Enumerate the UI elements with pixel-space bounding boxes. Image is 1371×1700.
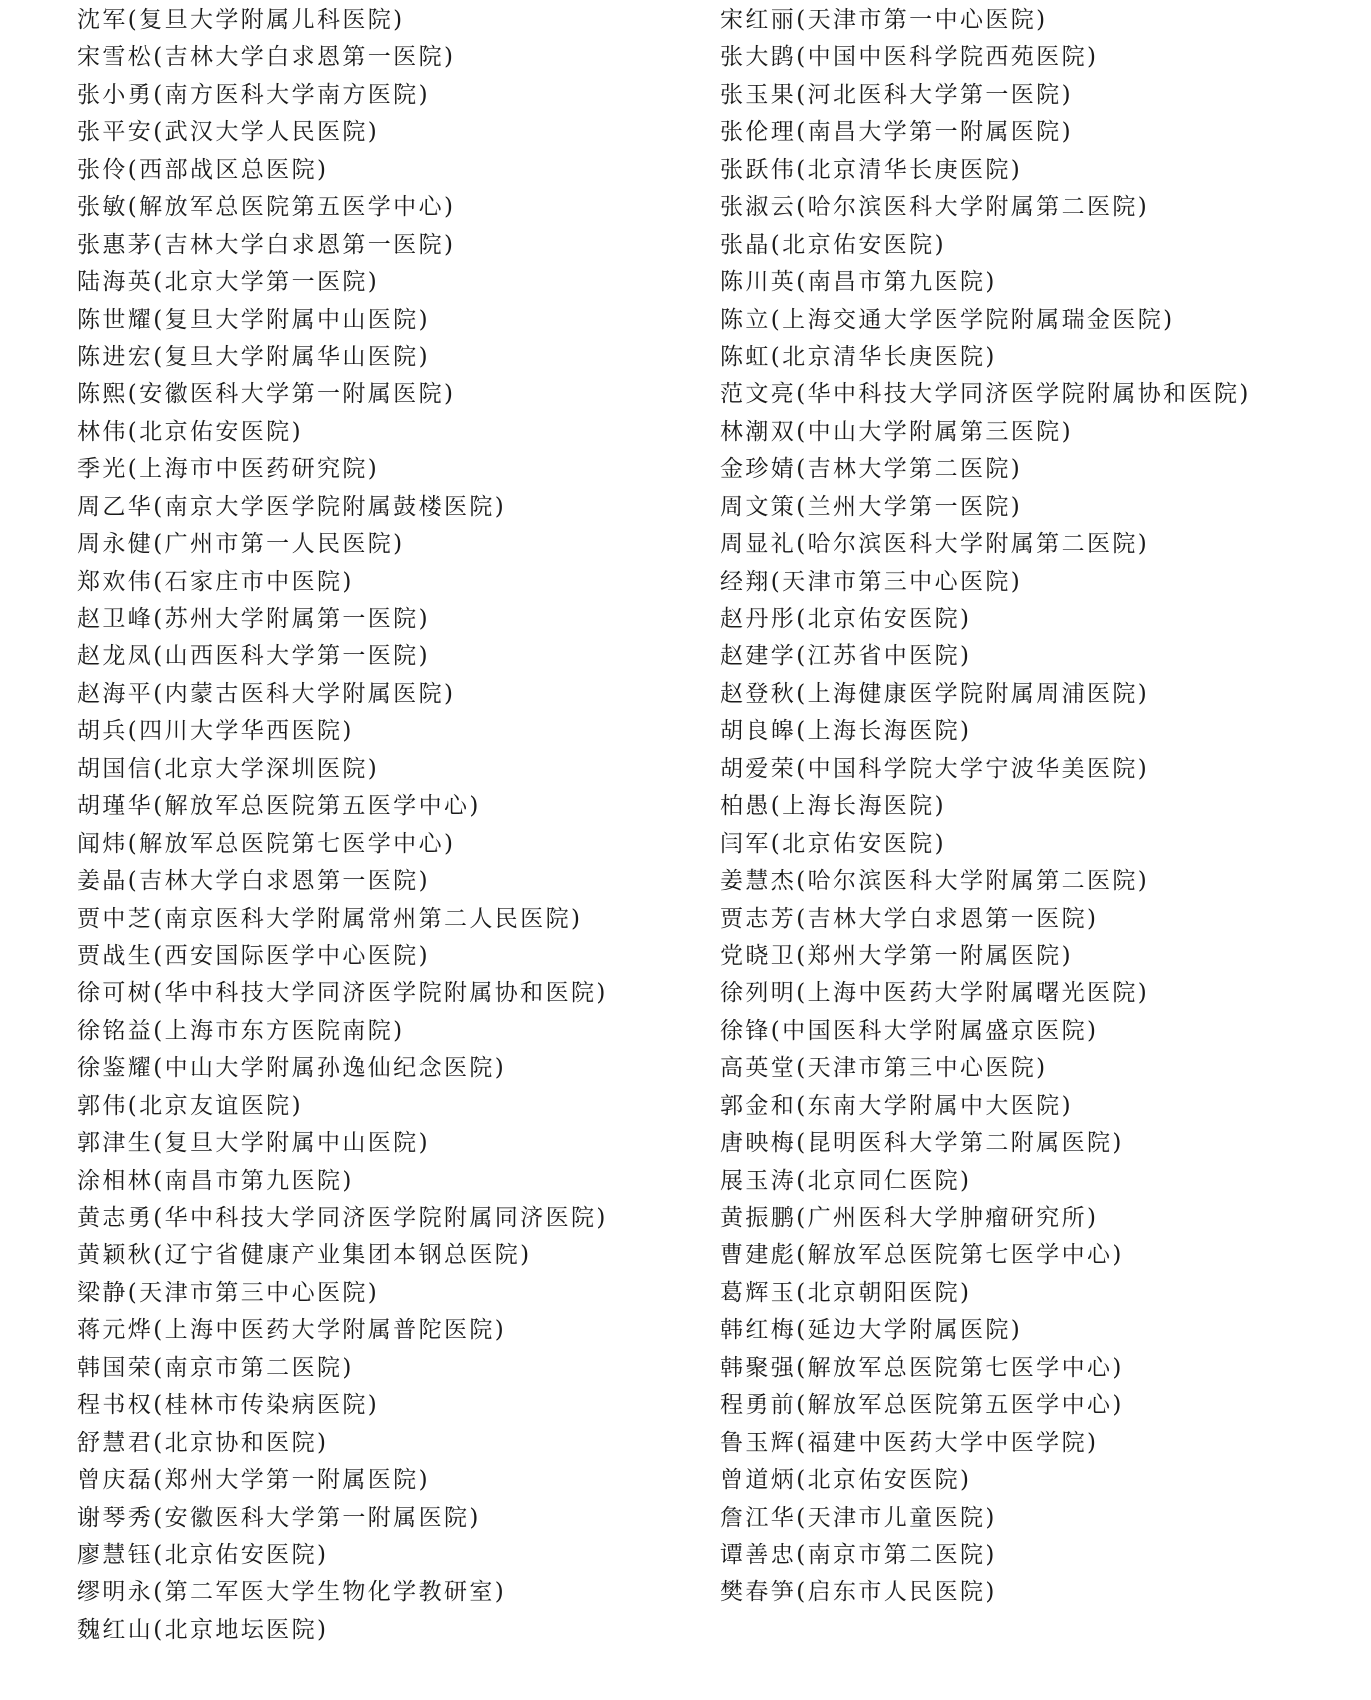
right-column-entry: 樊春笋(启东市人民医院) xyxy=(720,1579,997,1606)
right-column-entry: 展玉涛(北京同仁医院) xyxy=(720,1167,972,1194)
left-column-entry: 季光(上海市中医药研究院) xyxy=(77,456,380,483)
left-column-entry: 胡国信(北京大学深圳医院) xyxy=(77,755,380,782)
right-column-entry: 鲁玉辉(福建中医药大学中医学院) xyxy=(720,1429,1099,1456)
left-column-entry: 陈进宏(复旦大学附属华山医院) xyxy=(77,343,430,370)
left-column-entry: 缪明永(第二军医大学生物化学教研室) xyxy=(77,1579,507,1606)
left-column-entry: 宋雪松(吉林大学白求恩第一医院) xyxy=(77,44,456,71)
right-column-entry: 张跃伟(北京清华长庚医院) xyxy=(720,156,1023,183)
right-column-entry: 张伦理(南昌大学第一附属医院) xyxy=(720,119,1073,146)
right-column-entry: 周显礼(哈尔滨医科大学附属第二医院) xyxy=(720,531,1150,558)
left-column-entry: 舒慧君(北京协和医院) xyxy=(77,1429,329,1456)
right-column-entry: 张大鹍(中国中医科学院西苑医院) xyxy=(720,44,1099,71)
left-column-entry: 张小勇(南方医科大学南方医院) xyxy=(77,81,430,108)
right-column-entry: 贾志芳(吉林大学白求恩第一医院) xyxy=(720,905,1099,932)
left-column-entry: 胡瑾华(解放军总医院第五医学中心) xyxy=(77,793,481,820)
right-column-entry: 唐映梅(昆明医科大学第二附属医院) xyxy=(720,1130,1124,1157)
left-column-entry: 程书权(桂林市传染病医院) xyxy=(77,1392,380,1419)
right-column-entry: 胡良皞(上海长海医院) xyxy=(720,718,972,745)
left-column-entry: 涂相林(南昌市第九医院) xyxy=(77,1167,354,1194)
left-column-entry: 曾庆磊(郑州大学第一附属医院) xyxy=(77,1467,430,1494)
left-column-entry: 张敏(解放军总医院第五医学中心) xyxy=(77,194,456,221)
right-column-entry: 姜慧杰(哈尔滨医科大学附属第二医院) xyxy=(720,868,1150,895)
right-column-entry: 党晓卫(郑州大学第一附属医院) xyxy=(720,942,1073,969)
left-column-entry: 蒋元烨(上海中医药大学附属普陀医院) xyxy=(77,1317,507,1344)
right-column-entry: 葛辉玉(北京朝阳医院) xyxy=(720,1279,972,1306)
left-column-entry: 沈军(复旦大学附属儿科医院) xyxy=(77,7,405,33)
left-column-entry: 徐可树(华中科技大学同济医学院附属协和医院) xyxy=(77,980,608,1007)
left-column-entry: 赵卫峰(苏州大学附属第一医院) xyxy=(77,606,430,632)
right-column-entry: 赵登秋(上海健康医学院附属周浦医院) xyxy=(720,680,1150,707)
left-column-entry: 梁静(天津市第三中心医院) xyxy=(77,1279,380,1306)
left-column-entry: 廖慧钰(北京佑安医院) xyxy=(77,1541,329,1568)
left-column-entry: 陈世耀(复旦大学附属中山医院) xyxy=(77,306,430,333)
left-column-entry: 郭伟(北京友谊医院) xyxy=(77,1092,303,1119)
right-column-entry: 经翔(天津市第三中心医院) xyxy=(720,568,1023,595)
left-column-entry: 张平安(武汉大学人民医院) xyxy=(77,119,380,146)
right-column-entry: 詹江华(天津市儿童医院) xyxy=(720,1504,997,1531)
right-column-entry: 林潮双(中山大学附属第三医院) xyxy=(720,418,1073,445)
left-column-entry: 林伟(北京佑安医院) xyxy=(77,418,303,445)
left-column-entry: 周永健(广州市第一人民医院) xyxy=(77,531,405,558)
right-column-entry: 张晶(北京佑安医院) xyxy=(720,231,946,258)
right-column-entry: 陈立(上海交通大学医学院附属瑞金医院) xyxy=(720,306,1175,333)
left-column-entry: 韩国荣(南京市第二医院) xyxy=(77,1354,354,1381)
left-column-entry: 张伶(西部战区总医院) xyxy=(77,156,329,183)
right-column-entry: 张淑云(哈尔滨医科大学附属第二医院) xyxy=(720,194,1150,221)
left-column-entry: 陆海英(北京大学第一医院) xyxy=(77,269,380,296)
right-column-entry: 程勇前(解放军总医院第五医学中心) xyxy=(720,1392,1124,1419)
right-column-entry: 胡爱荣(中国科学院大学宁波华美医院) xyxy=(720,755,1150,782)
right-column-entry: 曹建彪(解放军总医院第七医学中心) xyxy=(720,1242,1124,1269)
right-column-entry: 陈虹(北京清华长庚医院) xyxy=(720,343,997,370)
left-column-entry: 贾中芝(南京医科大学附属常州第二人民医院) xyxy=(77,905,583,932)
right-column-entry: 谭善忠(南京市第二医院) xyxy=(720,1541,997,1568)
right-column-entry: 陈川英(南昌市第九医院) xyxy=(720,269,997,296)
left-column-entry: 黄颖秋(辽宁省健康产业集团本钢总医院) xyxy=(77,1242,532,1269)
left-column-entry: 郑欢伟(石家庄市中医院) xyxy=(77,568,354,595)
right-column-entry: 韩红梅(延边大学附属医院) xyxy=(720,1317,1023,1344)
right-column-entry: 周文策(兰州大学第一医院) xyxy=(720,493,1023,520)
left-column-entry: 贾战生(西安国际医学中心医院) xyxy=(77,942,430,969)
left-column-entry: 黄志勇(华中科技大学同济医学院附属同济医院) xyxy=(77,1205,608,1231)
left-column-entry: 郭津生(复旦大学附属中山医院) xyxy=(77,1130,430,1157)
left-column-entry: 胡兵(四川大学华西医院) xyxy=(77,718,354,745)
right-column-entry: 韩聚强(解放军总医院第七医学中心) xyxy=(720,1354,1124,1381)
right-column-entry: 徐锋(中国医科大学附属盛京医院) xyxy=(720,1017,1099,1044)
left-name-column xyxy=(77,2,717,1649)
right-column-entry: 张玉果(河北医科大学第一医院) xyxy=(720,81,1073,108)
right-column-entry: 高英堂(天津市第三中心医院) xyxy=(720,1055,1048,1082)
left-column-entry: 张惠茅(吉林大学白求恩第一医院) xyxy=(77,231,456,258)
right-column-entry: 郭金和(东南大学附属中大医院) xyxy=(720,1092,1073,1119)
left-column-entry: 赵海平(内蒙古医科大学附属医院) xyxy=(77,680,456,707)
left-column-entry: 徐铭益(上海市东方医院南院) xyxy=(77,1017,405,1044)
left-column-entry: 陈熙(安徽医科大学第一附属医院) xyxy=(77,381,456,408)
right-column-entry: 黄振鹏(广州医科大学肿瘤研究所) xyxy=(720,1205,1099,1231)
left-column-entry: 徐鉴耀(中山大学附属孙逸仙纪念医院) xyxy=(77,1055,507,1082)
left-column-entry: 魏红山(北京地坛医院) xyxy=(77,1616,329,1643)
right-column-entry: 徐列明(上海中医药大学附属曙光医院) xyxy=(720,980,1150,1007)
right-column-entry: 赵丹彤(北京佑安医院) xyxy=(720,606,972,632)
right-column-entry: 金珍婧(吉林大学第二医院) xyxy=(720,456,1023,483)
left-column-entry: 赵龙凤(山西医科大学第一医院) xyxy=(77,643,430,670)
left-column-entry: 周乙华(南京大学医学院附属鼓楼医院) xyxy=(77,493,507,520)
right-column-entry: 范文亮(华中科技大学同济医学院附属协和医院) xyxy=(720,381,1251,408)
right-name-column xyxy=(720,2,1360,1612)
right-column-entry: 闫军(北京佑安医院) xyxy=(720,830,946,857)
right-column-entry: 宋红丽(天津市第一中心医院) xyxy=(720,7,1048,33)
left-column-entry: 姜晶(吉林大学白求恩第一医院) xyxy=(77,868,430,895)
right-column-entry: 柏愚(上海长海医院) xyxy=(720,793,946,820)
right-column-entry: 曾道炳(北京佑安医院) xyxy=(720,1467,972,1494)
left-column-entry: 闻炜(解放军总医院第七医学中心) xyxy=(77,830,456,857)
right-column-entry: 赵建学(江苏省中医院) xyxy=(720,643,972,670)
left-column-entry: 谢琴秀(安徽医科大学第一附属医院) xyxy=(77,1504,481,1531)
